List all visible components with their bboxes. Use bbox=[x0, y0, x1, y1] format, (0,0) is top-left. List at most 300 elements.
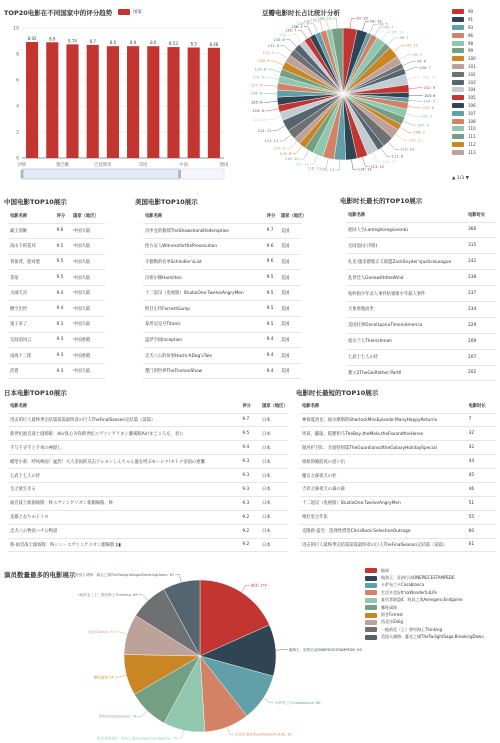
legend-label: 哪吒闹海 bbox=[381, 604, 397, 610]
table-cell: 9.5 bbox=[265, 301, 279, 317]
table-cell: 9.3 bbox=[240, 469, 260, 483]
pie-label-line bbox=[271, 61, 284, 65]
pie-label-line bbox=[292, 146, 302, 154]
legend-swatch bbox=[452, 9, 464, 14]
legend-swatch bbox=[452, 134, 464, 139]
table-cell: 美国 bbox=[279, 270, 301, 286]
legend-swatch bbox=[452, 119, 464, 124]
table-row bbox=[8, 332, 105, 348]
table-row bbox=[143, 270, 301, 286]
x-tick-label: 伊朗 bbox=[17, 163, 27, 168]
table-cell: 9.7 bbox=[265, 223, 279, 239]
table-cell: 9.5 bbox=[240, 427, 260, 441]
table-cell: 美国 bbox=[279, 348, 301, 364]
pie-label-line bbox=[175, 575, 181, 583]
pie-label: 96: 7 bbox=[399, 36, 409, 41]
legend-swatch bbox=[452, 72, 464, 77]
bar-value-label: 8.9 bbox=[49, 36, 56, 42]
table-cell: 51 bbox=[467, 496, 496, 510]
legend-swatch bbox=[365, 583, 377, 588]
pie-label-line bbox=[373, 153, 382, 162]
table-row bbox=[300, 496, 496, 510]
x-tick-label: 黎巴嫩 bbox=[55, 163, 69, 168]
legend-item[interactable] bbox=[365, 597, 484, 604]
legend-swatch bbox=[452, 64, 464, 69]
table-cell: 教父2TheGodfather:PartII bbox=[346, 365, 466, 381]
legend-label: 113 bbox=[468, 149, 476, 155]
pager-text: 1/3 bbox=[456, 176, 465, 181]
legend-item[interactable] bbox=[365, 574, 484, 581]
bar[interactable] bbox=[167, 47, 179, 158]
pie-label: 101: 12 bbox=[422, 75, 436, 80]
legend-label: 108 bbox=[468, 118, 476, 124]
legend-label: 99 bbox=[468, 48, 474, 54]
legend-item[interactable] bbox=[452, 39, 476, 47]
table-cell: 61 bbox=[467, 538, 496, 552]
pie-label: 129: 8 bbox=[254, 67, 267, 72]
table-cell: 中国大陆 bbox=[71, 254, 105, 270]
pie-label-line bbox=[388, 142, 399, 149]
pie-label-line bbox=[310, 155, 318, 164]
legend-label: 106 bbox=[468, 102, 476, 108]
table-cell: 美国 bbox=[279, 317, 301, 333]
x-tick-label: 巴基斯坦 bbox=[94, 163, 112, 168]
legend-item[interactable] bbox=[365, 567, 484, 574]
table-cell: 9.4 bbox=[265, 348, 279, 364]
table-cell: 9.5 bbox=[265, 317, 279, 333]
table-header-row bbox=[8, 400, 288, 413]
pie-label-line bbox=[409, 100, 423, 101]
legend-item[interactable] bbox=[452, 94, 476, 102]
bar[interactable] bbox=[127, 46, 139, 158]
actors-pie-legend bbox=[365, 567, 484, 641]
table-cell: 姐姐的婚前夜の思い出 bbox=[300, 455, 467, 469]
bar-chart bbox=[0, 0, 240, 190]
pie-label: 140: 13 bbox=[317, 16, 332, 21]
pie-label-line bbox=[116, 632, 128, 634]
table-header: 电影时长 bbox=[467, 400, 496, 413]
pie-label: 阿甘ForrestGump: 74 bbox=[99, 714, 137, 719]
table-cell: 进击的巨人最终季完结篇前篇最终章の巨人TheFinalSeason完结篇（前篇） bbox=[8, 413, 240, 427]
table-row bbox=[143, 254, 301, 270]
pie-label-line bbox=[297, 30, 306, 38]
pie-label-line bbox=[241, 586, 249, 593]
legend-item[interactable] bbox=[452, 86, 476, 94]
table-cell: 生之欲生きる bbox=[8, 482, 240, 496]
legend-item[interactable] bbox=[452, 148, 476, 156]
bar-value-label: 8.53 bbox=[169, 41, 178, 47]
table-cell: 42 bbox=[467, 441, 496, 455]
zoom-slider-window[interactable] bbox=[22, 169, 180, 179]
pie-label-line bbox=[352, 159, 357, 169]
table-cell: 日本 bbox=[260, 441, 288, 455]
pie-label: 生活多美好It'saWonderfulLife: 81 bbox=[234, 732, 293, 737]
legend-label: 103 bbox=[468, 79, 476, 85]
pie-label-line bbox=[381, 32, 391, 40]
table-cell: 相拉里之年张 bbox=[300, 510, 467, 524]
usa-top10-table bbox=[143, 210, 307, 379]
legend-item[interactable] bbox=[365, 604, 484, 611]
pie-label: 105: 8 bbox=[422, 106, 435, 111]
zoom-handle-left[interactable] bbox=[21, 170, 24, 178]
table-cell: 银河护卫队：圣诞特别篇TheGuardiansoftheGalaxyHolidaySpecial bbox=[300, 441, 467, 455]
table-cell: 238 bbox=[466, 270, 496, 286]
pie-label: 97: 13 bbox=[406, 43, 418, 48]
pie-label-line bbox=[272, 126, 285, 131]
china-table-title: 中国电影TOP10展示 bbox=[4, 198, 67, 206]
legend-swatch bbox=[365, 613, 377, 618]
table-cell: 9.2 bbox=[240, 538, 260, 552]
pie-label: 90: 16 bbox=[356, 16, 368, 21]
table-cell: 9.2 bbox=[240, 524, 260, 538]
pie-label-line bbox=[264, 85, 278, 86]
table-cell: 日本 bbox=[260, 413, 288, 427]
table-cell: 进击的巨人最终季完结篇前篇最终章の巨人TheFinalSeason完结篇（前篇） bbox=[300, 538, 467, 552]
table-cell: 9.4 bbox=[55, 301, 71, 317]
pager-up-icon[interactable]: ▲ bbox=[452, 176, 456, 181]
table-cell: 辛德勒的名单Schindler'sList bbox=[143, 254, 265, 270]
table-cell: 鬼子来了 bbox=[8, 317, 55, 333]
pie-label: 139: 6 bbox=[310, 17, 322, 22]
pie-label-line bbox=[400, 127, 413, 132]
table-header: 电影名称 bbox=[300, 400, 467, 413]
table-cell: 242 bbox=[466, 254, 496, 270]
pie-label: 121: 11 bbox=[264, 139, 279, 144]
table-cell: 日本 bbox=[260, 455, 288, 469]
pie-label-line bbox=[403, 121, 416, 125]
table-cell: 南海十三郎 bbox=[8, 348, 55, 364]
pie-label-line bbox=[316, 22, 323, 32]
y-tick-label: 10 bbox=[13, 26, 19, 32]
legend-swatch bbox=[365, 635, 377, 640]
legend-item[interactable] bbox=[452, 8, 476, 16]
table-header: 评分 bbox=[55, 210, 71, 223]
legend-label: 102 bbox=[468, 71, 476, 77]
japan-top10-table bbox=[8, 400, 288, 552]
table-cell: 9.4 bbox=[240, 441, 260, 455]
legend-swatch bbox=[452, 142, 464, 147]
table-row bbox=[300, 441, 496, 455]
pie2-title: 演员数量最多的电影展示 bbox=[4, 571, 76, 579]
legend-item[interactable] bbox=[365, 589, 484, 596]
table-cell: 60 bbox=[467, 524, 496, 538]
table-cell: 中国大陆 bbox=[71, 223, 105, 239]
pie-label: 130: 9 bbox=[258, 59, 270, 64]
pie-label: 120: 8 bbox=[273, 146, 285, 151]
legend-label: 110 bbox=[468, 126, 476, 132]
pie1-title: 豆瓣电影时长占比统计分析 bbox=[262, 9, 340, 17]
pie-label: 115: 13 bbox=[320, 168, 335, 173]
table-row bbox=[346, 254, 496, 270]
legend-item[interactable] bbox=[452, 117, 476, 125]
x-tick-label: 印度 bbox=[138, 163, 148, 168]
bar[interactable] bbox=[208, 48, 220, 158]
table-row bbox=[8, 254, 105, 270]
table-header: 国家（地区） bbox=[279, 210, 301, 223]
pie-label-line bbox=[350, 18, 355, 28]
bar[interactable] bbox=[66, 44, 78, 158]
table-row bbox=[346, 286, 496, 302]
table-cell: 大象席地而坐 bbox=[346, 301, 466, 317]
legend-swatch bbox=[452, 33, 464, 38]
pie-label-line bbox=[322, 158, 328, 168]
table-cell: 美国 bbox=[279, 363, 301, 379]
legend-label: 卡萨布兰卡Casablanca bbox=[381, 582, 425, 588]
bar[interactable] bbox=[87, 45, 99, 158]
bar-legend-label[interactable]: 国家 bbox=[133, 10, 142, 15]
y-tick-label: 2 bbox=[16, 130, 19, 136]
table-row bbox=[346, 238, 496, 254]
legend-swatch bbox=[452, 111, 464, 116]
pie-label-line bbox=[138, 711, 148, 717]
legend-item[interactable] bbox=[452, 16, 476, 24]
table-cell: 乱世佳人GonewiththeWind bbox=[346, 270, 466, 286]
table-row bbox=[8, 239, 105, 255]
actors-pie-chart bbox=[0, 560, 390, 743]
table-row bbox=[8, 223, 105, 239]
table-cell: 9.3 bbox=[240, 455, 260, 469]
pie-label-line bbox=[332, 18, 337, 28]
table-row bbox=[8, 270, 105, 286]
pie-label-line bbox=[265, 109, 279, 111]
table-cell: 福音战士新剧场版：终エヴァンゲリオン新劇場版：終 bbox=[8, 496, 240, 510]
legend-label: 96 bbox=[468, 32, 474, 38]
table-cell: 9.6 bbox=[55, 223, 71, 239]
table-header: 电影时长 bbox=[466, 209, 496, 222]
pie-label-line bbox=[275, 53, 287, 58]
table-row bbox=[300, 455, 496, 469]
table-cell: 中国大陆 bbox=[71, 317, 105, 333]
table-row bbox=[300, 482, 496, 496]
pie-label: 136: 7 bbox=[291, 24, 303, 29]
pie-label-line bbox=[406, 113, 420, 116]
legend-swatch bbox=[452, 126, 464, 131]
pie-label-line bbox=[300, 150, 309, 159]
bar-value-label: 8.5 bbox=[190, 41, 197, 47]
table-cell: 蜡笔小新：呼风唤雨！猛烈！大人帝国的反击クレヨンしんちゃん嵐を呼ぶモーレツ!オトナ帝国の逆襲 bbox=[8, 455, 240, 469]
pie-label: 138: 7 bbox=[303, 19, 316, 24]
table-row bbox=[8, 455, 288, 469]
legend-label: 100 bbox=[468, 56, 476, 62]
legend-item[interactable] bbox=[452, 141, 476, 149]
legend-item[interactable] bbox=[452, 109, 476, 117]
table-cell: 46 bbox=[467, 482, 496, 496]
table-cell: 忠犬八公的故事Hachi:ADog'sTale bbox=[143, 348, 265, 364]
legend-label: 航海王：狂热行动ONEPIECESTAMPEDE bbox=[381, 575, 455, 581]
pie-label: 哪吒闹海 74 bbox=[93, 675, 114, 680]
table-row bbox=[8, 317, 105, 333]
table-cell: 中国香港 bbox=[71, 332, 105, 348]
legend-item[interactable] bbox=[365, 626, 484, 633]
legend-item[interactable] bbox=[452, 102, 476, 110]
pie-label-line bbox=[408, 106, 422, 108]
pie-label: 西北诗Zelig: 73 bbox=[87, 630, 115, 635]
table-cell: 忠犬八公物语ハチ公物語 bbox=[8, 524, 240, 538]
table-row bbox=[8, 510, 288, 524]
bar[interactable] bbox=[147, 46, 159, 158]
table-cell: 泰坦尼克号Titanic bbox=[143, 317, 265, 333]
table-cell: 9.3 bbox=[240, 482, 260, 496]
bar-chart-title: TOP20电影在不同国家中的评分趋势 bbox=[4, 9, 113, 17]
table-header: 国家（地区） bbox=[71, 210, 105, 223]
pie-label: 113: 12 bbox=[370, 164, 385, 169]
pie-label: 航海王：狂热行动ONEPIECESTAMPEDE: 93 bbox=[288, 647, 362, 652]
bar[interactable] bbox=[188, 48, 200, 159]
pie-label-line bbox=[267, 69, 280, 72]
table-cell: 9.7 bbox=[240, 413, 260, 427]
table-cell: 9.5 bbox=[55, 239, 71, 255]
table-cell: 十二怒汉（电视版）StudioOne:TwelveAngryMen bbox=[143, 285, 265, 301]
pie-label-line bbox=[265, 77, 279, 79]
table-cell: 美国 bbox=[279, 285, 301, 301]
legend-item[interactable] bbox=[365, 634, 484, 641]
china-top10-table bbox=[8, 210, 105, 379]
legend-item[interactable] bbox=[365, 619, 484, 626]
legend-label: 93 bbox=[468, 24, 474, 30]
table-cell: 9.4 bbox=[265, 332, 279, 348]
legend-swatch bbox=[365, 576, 377, 581]
table-cell: 龙猫となりのトトロ bbox=[8, 510, 240, 524]
pie-label: 109: 11 bbox=[408, 138, 423, 143]
legend-item[interactable] bbox=[452, 78, 476, 86]
table-cell: 9.4 bbox=[265, 363, 279, 379]
bar[interactable] bbox=[107, 46, 119, 158]
shortest-table-title: 电影时长最短的TOP10展示 bbox=[296, 389, 379, 397]
legend-label: 107 bbox=[468, 110, 476, 116]
legend-item[interactable] bbox=[452, 55, 476, 63]
legend-label: 104 bbox=[468, 87, 476, 93]
duration-pie-chart bbox=[240, 0, 440, 190]
table-cell: 中国大陆 bbox=[71, 301, 105, 317]
table-cell: 扎克·施奈德版正义联盟ZackSnyder'sJusticeLeague bbox=[346, 254, 466, 270]
table-cell: 日本 bbox=[260, 496, 288, 510]
x-tick-label: 德国 bbox=[219, 163, 229, 168]
table-row bbox=[8, 363, 105, 379]
legend-item[interactable] bbox=[452, 63, 476, 71]
bar[interactable] bbox=[46, 42, 58, 158]
table-cell: 366 bbox=[466, 222, 496, 238]
table-header: 电影名称 bbox=[8, 210, 55, 223]
pie-label: 118: 10 bbox=[284, 157, 299, 162]
table-cell: 日本 bbox=[260, 482, 288, 496]
pie-label-line bbox=[304, 27, 313, 36]
table-cell: 美国 bbox=[279, 223, 301, 239]
table-row bbox=[346, 222, 496, 238]
table-row bbox=[8, 482, 288, 496]
table-cell: 207 bbox=[466, 349, 496, 365]
table-row bbox=[346, 333, 496, 349]
table-cell: 魔女之森夜天の杜 bbox=[300, 469, 467, 483]
zoom-handle-right[interactable] bbox=[178, 170, 181, 178]
table-header: 评分 bbox=[265, 210, 279, 223]
table-row bbox=[8, 301, 105, 317]
table-cell: 32 bbox=[467, 427, 496, 441]
table-header: 电影名称 bbox=[143, 210, 265, 223]
pie-label-line bbox=[381, 148, 391, 156]
table-cell: 9.5 bbox=[265, 270, 279, 286]
legend-swatch bbox=[452, 41, 464, 46]
pie-label: 104: 5 bbox=[423, 99, 436, 104]
pie-label: 93: 5 bbox=[378, 22, 388, 27]
pie-label: 103: 6 bbox=[423, 93, 436, 98]
pie-label: 135: 7 bbox=[284, 28, 297, 33]
pie-label-line bbox=[405, 68, 418, 71]
table-row bbox=[8, 469, 288, 483]
bar-value-label: 8.6 bbox=[129, 40, 137, 46]
pie-label: 122: 13 bbox=[257, 128, 272, 133]
table-header-row bbox=[143, 210, 301, 223]
table-row bbox=[8, 285, 105, 301]
table-row bbox=[8, 427, 288, 441]
legend-item[interactable] bbox=[452, 24, 476, 32]
table-cell: 阿甘正传ForrestGump bbox=[143, 301, 265, 317]
legend-item[interactable] bbox=[452, 133, 476, 141]
pie-label-line bbox=[263, 101, 277, 102]
legend-swatch bbox=[452, 150, 464, 155]
x-tick-label: 中国 bbox=[179, 163, 188, 168]
legend-item[interactable] bbox=[452, 31, 476, 39]
table-header: 评分 bbox=[240, 400, 260, 413]
pie-label-line bbox=[362, 157, 369, 167]
pie-label-line bbox=[399, 55, 412, 60]
table-header: 电影名称 bbox=[8, 400, 240, 413]
pie-label: 117: 12 bbox=[294, 162, 309, 167]
pie-label-line bbox=[362, 21, 369, 31]
table-cell: 美国 bbox=[279, 254, 301, 270]
legend-swatch bbox=[365, 590, 377, 595]
table-row bbox=[300, 469, 496, 483]
table-cell: 7 bbox=[467, 413, 496, 427]
pie-label-line bbox=[407, 77, 421, 79]
pie-label: 110: 13 bbox=[400, 147, 414, 152]
pie-label-line bbox=[310, 24, 318, 33]
usa-table-title: 美国电影TOP10展示 bbox=[135, 198, 198, 206]
table-header-row bbox=[8, 210, 105, 223]
legend-item[interactable] bbox=[452, 47, 476, 55]
table-cell: 45 bbox=[467, 469, 496, 483]
table-cell: 楚门的世界TheTrumanShow bbox=[143, 363, 265, 379]
pie-label: 99: 6 bbox=[416, 59, 426, 64]
legend-item[interactable] bbox=[452, 70, 476, 78]
bar-value-label: 8.6 bbox=[109, 40, 117, 46]
y-tick-label: 8 bbox=[16, 52, 19, 58]
bar[interactable] bbox=[26, 42, 38, 158]
pager-down-icon[interactable]: ▼ bbox=[465, 176, 470, 181]
legend-label: 112 bbox=[468, 141, 476, 147]
pie-label-line bbox=[374, 27, 383, 36]
table-cell: 9.6 bbox=[265, 239, 279, 255]
table-cell: 美国 bbox=[279, 301, 301, 317]
shortest-top10-table bbox=[300, 400, 496, 552]
table-row bbox=[143, 348, 301, 364]
legend-item[interactable] bbox=[365, 582, 484, 589]
pie-label-line bbox=[263, 698, 274, 702]
legend-swatch bbox=[365, 568, 377, 573]
table-row bbox=[8, 413, 288, 427]
pie-label: 102: 9 bbox=[423, 86, 436, 91]
legend-item[interactable] bbox=[365, 611, 484, 618]
table-cell: 活着 bbox=[8, 363, 55, 379]
table-row bbox=[300, 413, 496, 427]
table-cell: 新·福音战士剧场版：终シン・エヴァンゲリオン劇場版:||▮ bbox=[8, 538, 240, 552]
pie-label: 137: 6 bbox=[297, 22, 309, 27]
bar-value-label: 8.7 bbox=[89, 38, 96, 44]
legend-item[interactable] bbox=[452, 125, 476, 133]
pie-label: 94: 7 bbox=[384, 25, 394, 30]
pie-label: 128: 8 bbox=[252, 75, 264, 80]
y-tick-label: 6 bbox=[16, 78, 19, 84]
table-cell: 美国往事OnceUponaTimeinAmerica bbox=[346, 317, 466, 333]
